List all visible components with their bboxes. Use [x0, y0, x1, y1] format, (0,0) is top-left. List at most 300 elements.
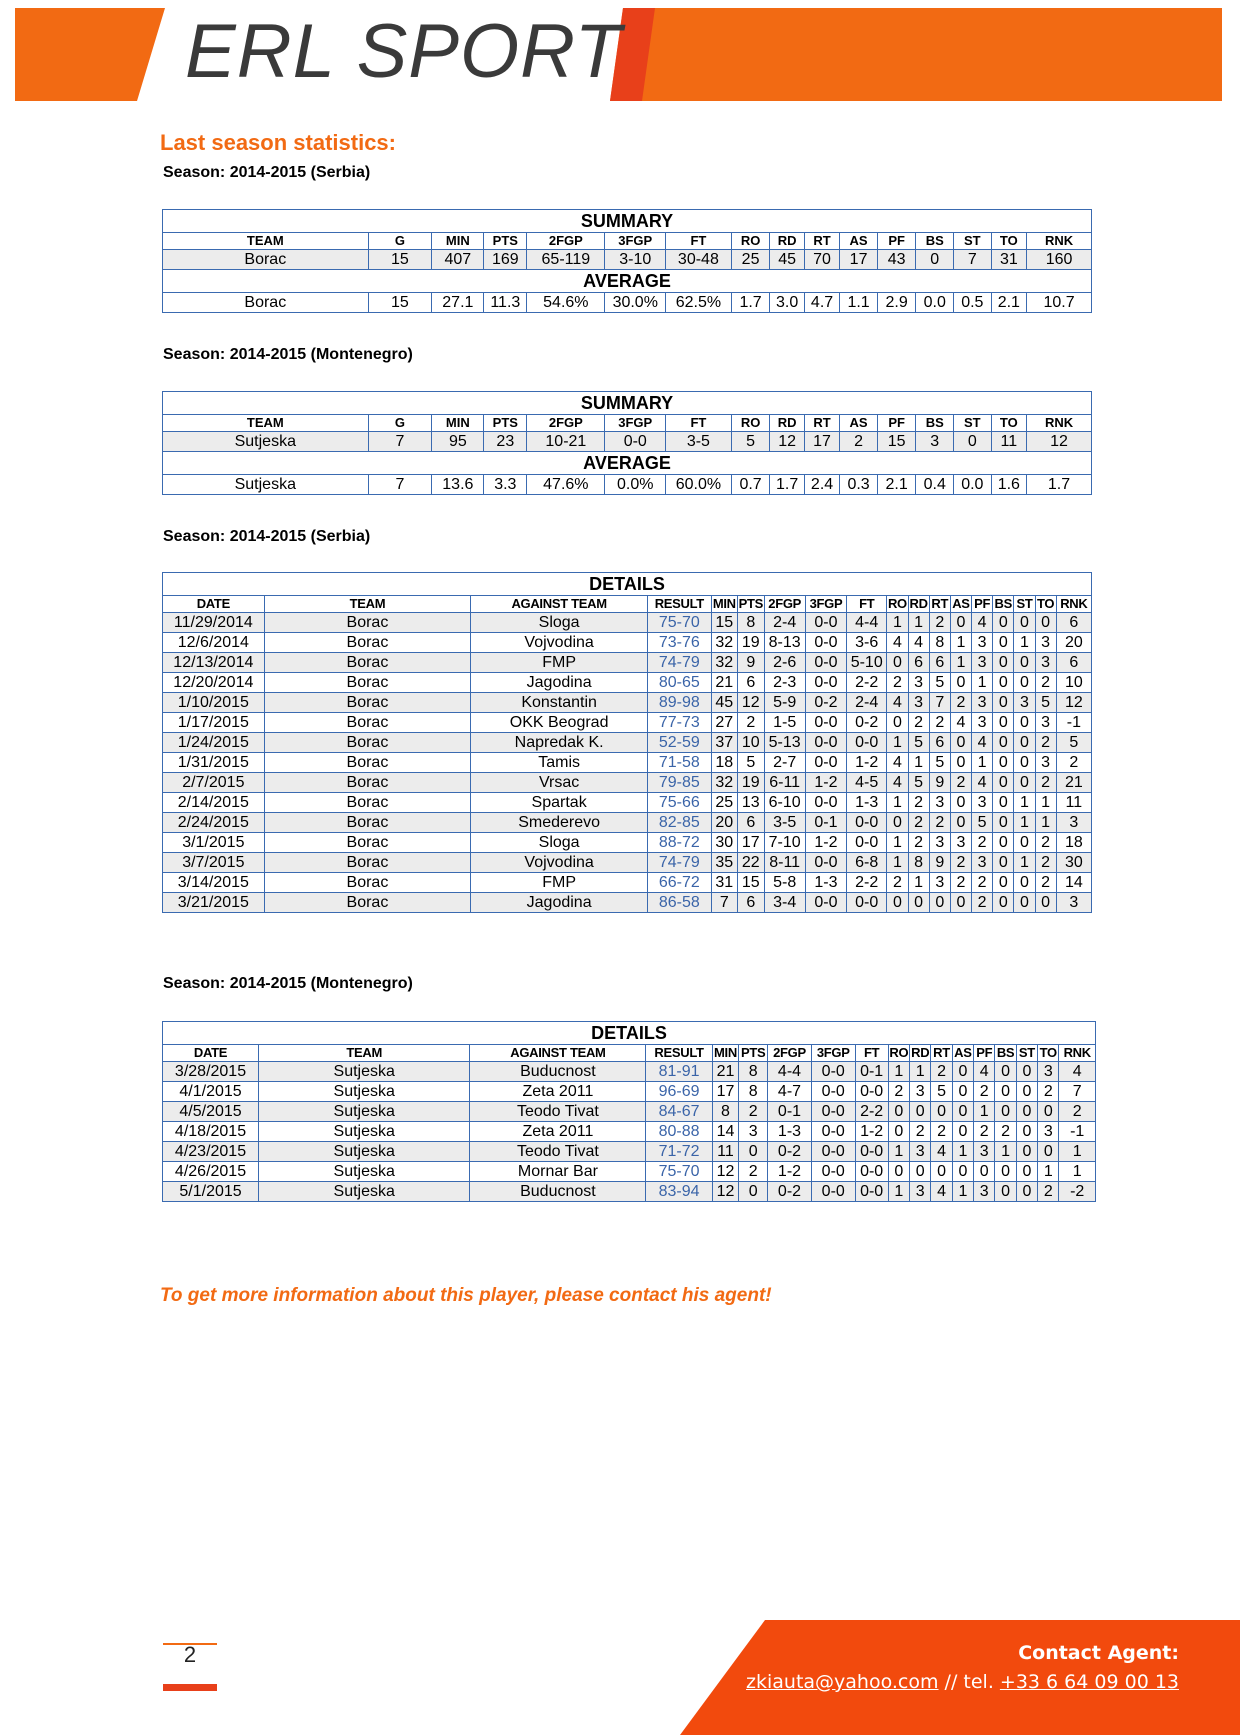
table-cell: 0	[887, 713, 908, 733]
summary-cell: 17	[804, 432, 839, 452]
table-cell: 18	[1056, 833, 1091, 853]
table-cell: 0-0	[855, 1182, 888, 1202]
table-cell: 2	[950, 873, 971, 893]
table-cell: 0	[993, 853, 1014, 873]
table-cell: 21	[1056, 773, 1091, 793]
table-cell: Sloga	[471, 613, 648, 633]
average-cell: 30.0%	[605, 293, 666, 313]
table-cell: 0	[1016, 1182, 1037, 1202]
table-cell: Buducnost	[470, 1062, 646, 1082]
table-cell: 0-1	[855, 1062, 888, 1082]
table-cell: 0	[950, 733, 971, 753]
column-header: TO	[1038, 1045, 1059, 1062]
table-cell: 0	[995, 1162, 1016, 1182]
table-cell: Spartak	[471, 793, 648, 813]
table-cell: 2	[995, 1122, 1016, 1142]
table-cell: 4/1/2015	[163, 1082, 259, 1102]
table-cell: 8-13	[764, 633, 805, 653]
table-cell: 8	[739, 1062, 768, 1082]
column-header: RT	[804, 233, 839, 250]
summary-cell: 17	[840, 250, 878, 270]
table-cell: 0	[908, 893, 929, 913]
table-cell: 1	[888, 1182, 909, 1202]
summary-cell: 15	[877, 432, 916, 452]
table-cell: 32	[711, 773, 737, 793]
table-cell: 5	[908, 733, 929, 753]
column-header: RT	[929, 596, 950, 613]
table-cell: 12/6/2014	[163, 633, 265, 653]
table-cell: 4-7	[768, 1082, 812, 1102]
summary-row	[163, 250, 1092, 270]
table-cell: 0	[993, 653, 1014, 673]
table-cell: 0	[1014, 773, 1035, 793]
table-cell: 3-4	[764, 893, 805, 913]
summary-cell: 0	[916, 250, 954, 270]
details-table-montenegro	[162, 1021, 1096, 1202]
table-cell: 1	[1038, 1162, 1059, 1182]
table-cell: 8	[908, 853, 929, 873]
table-cell: 0	[993, 733, 1014, 753]
table-cell: 1/10/2015	[163, 693, 265, 713]
summary-cell: 2	[840, 432, 878, 452]
table-cell: Borac	[264, 673, 471, 693]
agent-email-link[interactable]: zkiauta@yahoo.com	[746, 1671, 939, 1693]
table-cell: 32	[711, 653, 737, 673]
table-cell: 4	[974, 1062, 995, 1082]
table-cell: 2	[910, 1122, 931, 1142]
table-cell: 0	[952, 1162, 973, 1182]
summary-cell: 23	[484, 432, 527, 452]
summary-cell: 31	[991, 250, 1026, 270]
table-cell: 30	[711, 833, 737, 853]
table-cell: 3/14/2015	[163, 873, 265, 893]
average-cell: 47.6%	[527, 475, 605, 495]
result-cell: 80-88	[646, 1122, 712, 1142]
column-header: BS	[996, 1045, 1015, 1060]
table-cell: Borac	[264, 813, 471, 833]
table-cell: 0-0	[811, 1102, 855, 1122]
table-row	[163, 713, 1092, 733]
table-cell: 3	[1014, 693, 1035, 713]
table-cell: 9	[929, 853, 950, 873]
table-cell: 7	[929, 693, 950, 713]
table-cell: 0	[1038, 1142, 1059, 1162]
table-cell: 0	[993, 893, 1014, 913]
contact-separator: // tel.	[938, 1671, 1000, 1693]
column-header: AS	[840, 233, 878, 250]
table-cell: 0-0	[805, 673, 846, 693]
table-cell: 3	[1038, 1062, 1059, 1082]
table-cell: Tamis	[471, 753, 648, 773]
table-cell: 0-0	[847, 893, 887, 913]
table-cell: 0	[993, 613, 1014, 633]
result-cell: 74-79	[648, 853, 712, 873]
table-cell: 2	[929, 613, 950, 633]
table-cell: 17	[738, 833, 764, 853]
table-cell: Borac	[264, 833, 471, 853]
table-cell: 4/26/2015	[163, 1162, 259, 1182]
table-cell: 9	[738, 653, 764, 673]
table-cell: 0	[993, 673, 1014, 693]
average-title: AVERAGE	[163, 452, 1092, 475]
table-cell: 0	[1016, 1122, 1037, 1142]
table-cell: Sutjeska	[259, 1102, 470, 1122]
table-cell: 0-1	[805, 813, 846, 833]
column-header: AS	[954, 1045, 972, 1060]
table-cell: 3-5	[764, 813, 805, 833]
table-cell: 0	[993, 833, 1014, 853]
summary-cell: 7	[954, 250, 992, 270]
page-number: 2	[183, 1642, 197, 1667]
table-cell: 0-0	[811, 1062, 855, 1082]
table-cell: 32	[711, 633, 737, 653]
contact-title: Contact Agent:	[1018, 1642, 1179, 1664]
summary-cell: 7	[368, 432, 432, 452]
table-cell: 4/18/2015	[163, 1122, 259, 1142]
table-cell: 0-0	[811, 1162, 855, 1182]
table-cell: 3	[974, 1142, 995, 1162]
column-header: FT	[847, 596, 887, 613]
agent-phone-link[interactable]: +33 6 64 09 00 13	[999, 1671, 1179, 1693]
table-cell: Zeta 2011	[470, 1082, 646, 1102]
average-cell: 2.4	[804, 475, 839, 495]
table-cell: 4	[887, 633, 908, 653]
table-row	[163, 793, 1092, 813]
table-cell: Borac	[264, 633, 471, 653]
table-cell: 2-2	[847, 873, 887, 893]
average-cell: Borac	[163, 293, 369, 313]
table-cell: 14	[712, 1122, 739, 1142]
table-cell: 0	[888, 1162, 909, 1182]
column-header: MIN	[712, 596, 736, 611]
table-cell: 0	[1014, 893, 1035, 913]
column-header: RD	[770, 415, 804, 432]
column-header: AGAINST TEAM	[470, 1045, 646, 1062]
table-cell: 12/20/2014	[163, 673, 265, 693]
table-cell: 2	[1035, 773, 1056, 793]
table-cell: Smederevo	[471, 813, 648, 833]
table-cell: 0-0	[811, 1182, 855, 1202]
table-row	[163, 1102, 1096, 1122]
table-cell: 4	[931, 1142, 952, 1162]
column-header: TO	[1037, 596, 1055, 611]
table-cell: OKK Beograd	[471, 713, 648, 733]
table-cell: 7-10	[764, 833, 805, 853]
table-cell: Jagodina	[471, 673, 648, 693]
table-cell: 15	[711, 613, 737, 633]
table-cell: 0-0	[855, 1142, 888, 1162]
summary-cell: 12	[770, 432, 804, 452]
table-cell: Vrsac	[471, 773, 648, 793]
table-cell: 35	[711, 853, 737, 873]
column-header: TEAM	[163, 233, 369, 250]
column-header: RO	[731, 415, 770, 432]
table-cell: 0	[887, 893, 908, 913]
table-cell: 0	[1014, 673, 1035, 693]
table-cell: 6	[929, 653, 950, 673]
table-cell: 15	[738, 873, 764, 893]
table-cell: 0	[1016, 1162, 1037, 1182]
table-row	[163, 813, 1092, 833]
table-cell: 2	[739, 1162, 768, 1182]
average-cell: 1.7	[731, 293, 770, 313]
table-cell: 2	[1059, 1102, 1096, 1122]
summary-cell: 0-0	[605, 432, 666, 452]
column-header: RT	[804, 415, 839, 432]
table-cell: 0	[1016, 1062, 1037, 1082]
table-cell: 0	[950, 673, 971, 693]
table-cell: 0	[950, 813, 971, 833]
average-cell: 27.1	[432, 293, 484, 313]
table-cell: 1	[910, 1062, 931, 1082]
table-cell: 3	[1056, 893, 1091, 913]
table-cell: Borac	[264, 713, 471, 733]
column-header: PTS	[739, 1045, 768, 1062]
table-cell: 0-0	[805, 853, 846, 873]
table-cell: 0	[995, 1062, 1016, 1082]
table-cell: Vojvodina	[471, 853, 648, 873]
column-header: RNK	[1027, 233, 1092, 250]
average-cell: 0.0	[916, 293, 954, 313]
table-cell: 20	[711, 813, 737, 833]
table-cell: 3	[929, 873, 950, 893]
summary-cell: 15	[368, 250, 432, 270]
table-cell: 4-4	[768, 1062, 812, 1082]
table-cell: 5	[738, 753, 764, 773]
table-cell: 0	[993, 873, 1014, 893]
column-header: 3FGP	[805, 596, 846, 613]
season-label-serbia-details: Season: 2014-2015 (Serbia)	[163, 528, 371, 545]
table-cell: 2-7	[764, 753, 805, 773]
table-cell: 1	[908, 613, 929, 633]
summary-cell: 95	[432, 432, 484, 452]
table-cell: 2	[888, 1082, 909, 1102]
column-header: 2FGP	[527, 415, 605, 432]
table-cell: 0	[888, 1122, 909, 1142]
table-cell: 13	[738, 793, 764, 813]
table-cell: 0	[888, 1102, 909, 1122]
table-cell: 2-4	[764, 613, 805, 633]
table-cell: 1/17/2015	[163, 713, 265, 733]
season-label-serbia-summary: Season: 2014-2015 (Serbia)	[163, 164, 371, 181]
table-cell: Borac	[264, 733, 471, 753]
table-cell: 2-2	[855, 1102, 888, 1122]
table-cell: 5	[929, 673, 950, 693]
table-row	[163, 613, 1092, 633]
result-cell: 75-70	[646, 1162, 712, 1182]
table-cell: 3-6	[847, 633, 887, 653]
table-cell: 0	[995, 1182, 1016, 1202]
table-cell: 0	[1016, 1142, 1037, 1162]
summary-table-montenegro	[162, 391, 1092, 495]
table-cell: 1-2	[805, 773, 846, 793]
table-cell: 0	[910, 1162, 931, 1182]
table-cell: 0	[1014, 653, 1035, 673]
table-cell: 0-0	[805, 653, 846, 673]
column-header: 3FGP	[605, 415, 666, 432]
column-header: FT	[666, 233, 732, 250]
column-header: 3FGP	[811, 1045, 855, 1062]
table-cell: 12	[712, 1162, 739, 1182]
table-cell: 4/5/2015	[163, 1102, 259, 1122]
table-cell: 0	[1016, 1082, 1037, 1102]
table-cell: 1	[1014, 793, 1035, 813]
table-cell: 3	[910, 1082, 931, 1102]
table-cell: Sutjeska	[259, 1162, 470, 1182]
column-header: PTS	[738, 596, 763, 611]
table-cell: 2	[738, 713, 764, 733]
table-row	[163, 1062, 1096, 1082]
column-header: PF	[972, 596, 993, 613]
summary-table-serbia	[162, 209, 1092, 313]
column-header: FT	[666, 415, 732, 432]
table-cell: 0-0	[855, 1162, 888, 1182]
table-cell: 3/21/2015	[163, 893, 265, 913]
column-header: TO	[991, 415, 1026, 432]
result-cell: 86-58	[648, 893, 712, 913]
table-cell: 0	[995, 1102, 1016, 1122]
table-cell: 0	[1035, 613, 1056, 633]
table-cell: 4	[972, 613, 993, 633]
result-cell: 89-98	[648, 693, 712, 713]
table-cell: 2-2	[847, 673, 887, 693]
table-cell: 3	[972, 793, 993, 813]
table-cell: 3	[1035, 653, 1056, 673]
result-cell: 73-76	[648, 633, 712, 653]
summary-cell: 30-48	[666, 250, 732, 270]
column-header: MIN	[432, 233, 484, 250]
result-cell: 96-69	[646, 1082, 712, 1102]
average-cell: 1.7	[1027, 475, 1092, 495]
table-cell: 30	[1056, 853, 1091, 873]
table-cell: 1	[887, 613, 908, 633]
column-header: RO	[731, 233, 770, 250]
average-cell: 7	[368, 475, 432, 495]
table-cell: 6	[1056, 653, 1091, 673]
table-cell: 5	[972, 813, 993, 833]
details-table-serbia	[162, 572, 1092, 913]
table-cell: 3	[972, 853, 993, 873]
table-cell: 8	[739, 1082, 768, 1102]
table-cell: 2	[1056, 753, 1091, 773]
table-cell: 0	[995, 1082, 1016, 1102]
table-cell: 6-11	[764, 773, 805, 793]
table-cell: 1	[887, 733, 908, 753]
table-cell: 0	[1014, 753, 1035, 773]
table-cell: 5	[929, 753, 950, 773]
average-cell: 0.0%	[605, 475, 666, 495]
average-cell: 13.6	[432, 475, 484, 495]
result-cell: 80-65	[648, 673, 712, 693]
table-cell: 0-0	[855, 1082, 888, 1102]
table-cell: 0	[1014, 613, 1035, 633]
table-cell: Teodo Tivat	[470, 1142, 646, 1162]
column-header: RESULT	[646, 1045, 712, 1062]
summary-cell: 12	[1027, 432, 1092, 452]
table-cell: 18	[711, 753, 737, 773]
summary-cell: 3-5	[666, 432, 732, 452]
average-cell: 1.7	[770, 475, 804, 495]
summary-cell: 3	[916, 432, 954, 452]
table-cell: 0	[1038, 1102, 1059, 1122]
table-cell: 0-0	[847, 833, 887, 853]
table-cell: 19	[738, 633, 764, 653]
table-cell: 0	[1014, 873, 1035, 893]
table-cell: 21	[711, 673, 737, 693]
table-cell: Napredak K.	[471, 733, 648, 753]
table-cell: 3	[929, 833, 950, 853]
table-cell: 0	[993, 813, 1014, 833]
column-header: AGAINST TEAM	[471, 596, 648, 613]
table-cell: 1	[887, 833, 908, 853]
table-cell: 1	[1059, 1162, 1096, 1182]
average-cell: 60.0%	[666, 475, 732, 495]
column-header: BS	[916, 415, 954, 432]
table-cell: 1	[1014, 633, 1035, 653]
table-cell: 3	[1038, 1122, 1059, 1142]
table-cell: 3	[908, 693, 929, 713]
summary-cell: 169	[484, 250, 527, 270]
average-cell: 3.3	[484, 475, 527, 495]
table-cell: 3	[972, 633, 993, 653]
table-cell: 5/1/2015	[163, 1182, 259, 1202]
table-cell: 0-0	[811, 1082, 855, 1102]
table-cell: 3	[972, 713, 993, 733]
summary-cell: 65-119	[527, 250, 605, 270]
column-header: PF	[877, 415, 916, 432]
table-cell: 1	[908, 873, 929, 893]
table-cell: 10	[738, 733, 764, 753]
table-cell: 1-2	[805, 833, 846, 853]
table-cell: 2-4	[847, 693, 887, 713]
table-cell: 3	[1056, 813, 1091, 833]
table-cell: -1	[1056, 713, 1091, 733]
table-cell: Sloga	[471, 833, 648, 853]
table-cell: Borac	[264, 873, 471, 893]
table-cell: 11	[1056, 793, 1091, 813]
column-header: RNK	[1056, 596, 1091, 613]
table-row	[163, 1182, 1096, 1202]
column-header: RNK	[1059, 1045, 1096, 1062]
table-cell: 0-0	[805, 793, 846, 813]
column-header: AS	[952, 596, 970, 611]
table-cell: 2-3	[764, 673, 805, 693]
table-cell: 25	[711, 793, 737, 813]
column-header: RT	[931, 1045, 952, 1062]
table-cell: 4-5	[847, 773, 887, 793]
table-cell: 11/29/2014	[163, 613, 265, 633]
table-cell: 1	[972, 673, 993, 693]
result-cell: 66-72	[648, 873, 712, 893]
table-cell: 12	[738, 693, 764, 713]
table-cell: 7	[1059, 1082, 1096, 1102]
table-cell: 0	[952, 1062, 973, 1082]
table-cell: 3	[739, 1122, 768, 1142]
table-cell: 2	[931, 1062, 952, 1082]
table-cell: 37	[711, 733, 737, 753]
table-cell: 6	[1056, 613, 1091, 633]
table-row	[163, 853, 1092, 873]
column-header: PTS	[484, 415, 527, 432]
table-cell: 1-5	[764, 713, 805, 733]
table-cell: 0-0	[805, 733, 846, 753]
table-cell: 0	[950, 793, 971, 813]
table-cell: 9	[929, 773, 950, 793]
table-cell: 1	[888, 1062, 909, 1082]
table-cell: 0	[931, 1102, 952, 1122]
table-cell: 0-2	[847, 713, 887, 733]
table-cell: 0	[950, 893, 971, 913]
